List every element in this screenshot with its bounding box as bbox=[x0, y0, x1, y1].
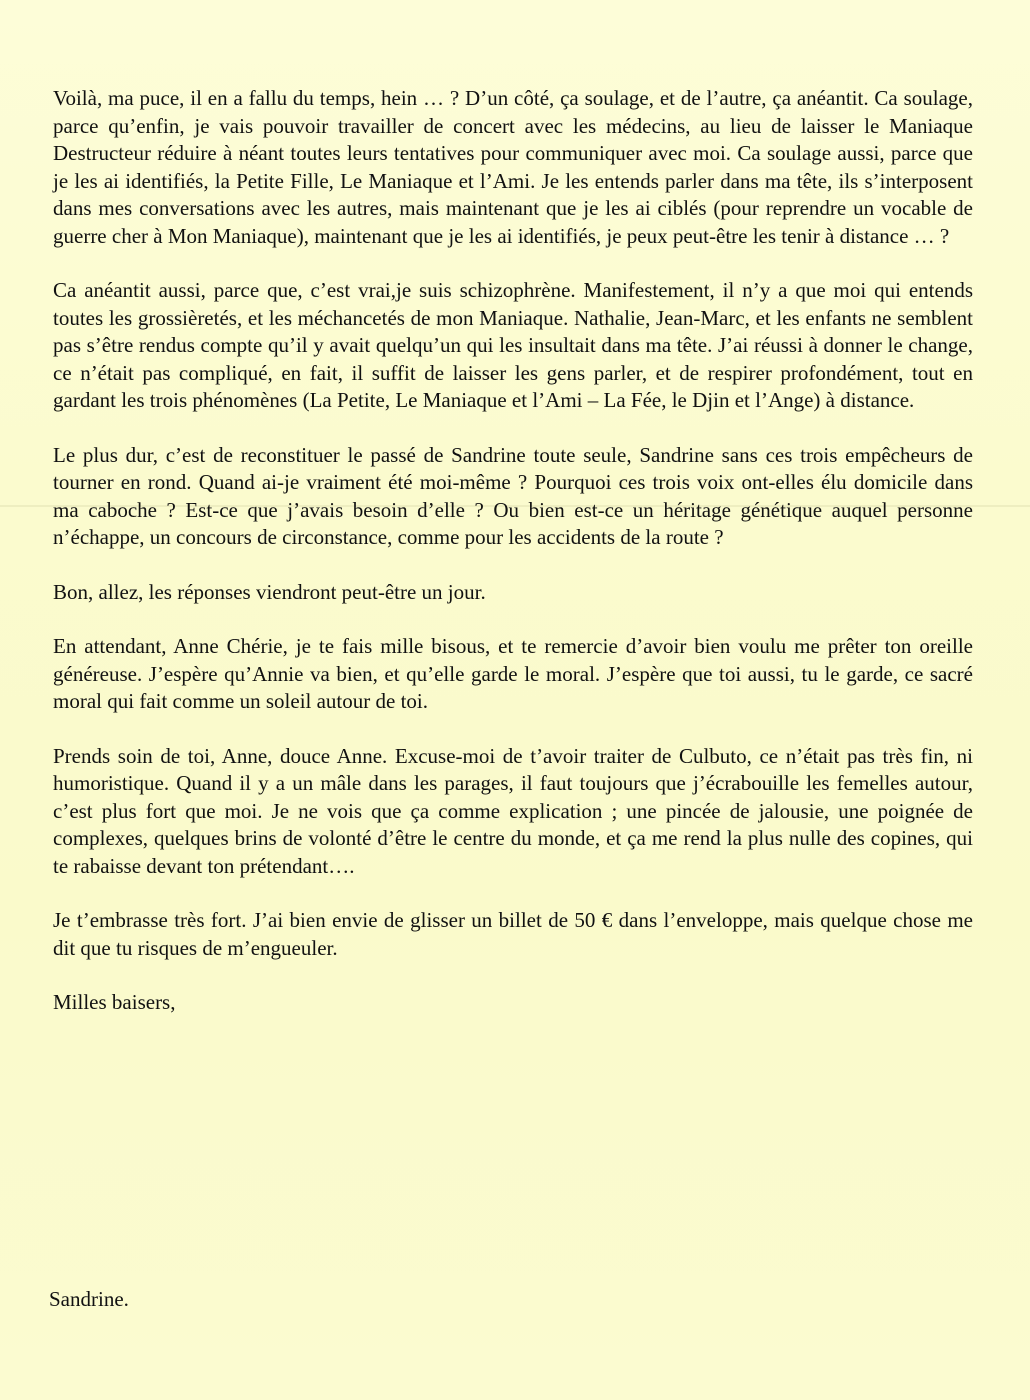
paragraph-4: Bon, allez, les réponses viendront peut-être un jour. bbox=[53, 579, 486, 604]
paragraph-1: Voilà, ma puce, il en a fallu du temps, hein … ? D’un côté, ça soulage, et de l’autre, ça anéantit. Ca soulage, parce qu’enfin, je vais pouvoir travailler de concert avec les médecins, au lieu de laisser le Maniaque Destructeur réduire à néant toutes leurs tentatives pour communiquer avec moi. Ca soulage aussi, parce que je les ai identifiés, la Petite Fille, Le Maniaque et l’Ami. Je les entends parler dans ma tête, ils s’interposent dans mes conversations avec les autres, mais maintenant que je les ai ciblés (pour reprendre un vocable de guerre cher à Mon Maniaque), maintenant que je les ai identifiés, je peux peut-être les tenir à distance … ? bbox=[53, 86, 973, 248]
paragraph-5: En attendant, Anne Chérie, je te fais mille bisous, et te remercie d’avoir bien voulu me prêter ton oreille généreuse. J’espère qu’Annie va bien, et qu’elle garde le moral. J’espère que toi aussi, tu le garde, ce sacré moral qui fait comme un soleil autour de toi. bbox=[53, 634, 973, 713]
closing-line: Milles baisers, bbox=[53, 990, 176, 1014]
paragraph-2: Ca anéantit aussi, parce que, c’est vrai,je suis schizophrène. Manifestement, il n’y a que moi qui entends toutes les grossièretés, et les méchancetés de mon Maniaque. Nathalie, Jean-Marc, et les enfants ne semblent pas s’être rendus compte qu’il y avait quelqu’un qui les insultait dans ma tête. J’ai réussi à donner le change, ce n’était pas compliqué, en fait, il suffit de laisser les gens parler, et de respirer profondément, tout en gardant les trois phénomènes (La Petite, Le Maniaque et l’Ami – La Fée, le Djin et l’Ange) à distance. bbox=[53, 278, 973, 412]
letter-body bbox=[53, 85, 973, 1017]
paragraph-7: Je t’embrasse très fort. J’ai bien envie de glisser un billet de 50 € dans l’enveloppe, mais quelque chose me dit que tu risques de m’engueuler. bbox=[53, 908, 973, 960]
paragraph-6: Prends soin de toi, Anne, douce Anne. Excuse-moi de t’avoir traiter de Culbuto, ce n’était pas très fin, ni humoristique. Quand il y a un mâle dans les parages, il faut toujours que j’écrabouille les femelles autour, c’est plus fort que moi. Je ne vois que ça comme explication ; une pincée de jalousie, une poignée de complexes, quelques brins de volonté d’être le centre du monde, et ça me rend la plus nulle des copines, qui te rabaisse devant ton prétendant…. bbox=[53, 743, 973, 878]
signature: Sandrine. bbox=[49, 1287, 129, 1311]
paragraph-3: Le plus dur, c’est de reconstituer le passé de Sandrine toute seule, Sandrine sans ces trois empêcheurs de tourner en rond. Quand ai-je vraiment été moi-même ? Pourquoi ces trois voix ont-elles élu domicile dans ma caboche ? Est-ce que j’avais besoin d’elle ? Ou bien est-ce un héritage génétique auquel personne n’échappe, un concours de circonstance, comme pour les accidents de la route ? bbox=[53, 442, 973, 549]
